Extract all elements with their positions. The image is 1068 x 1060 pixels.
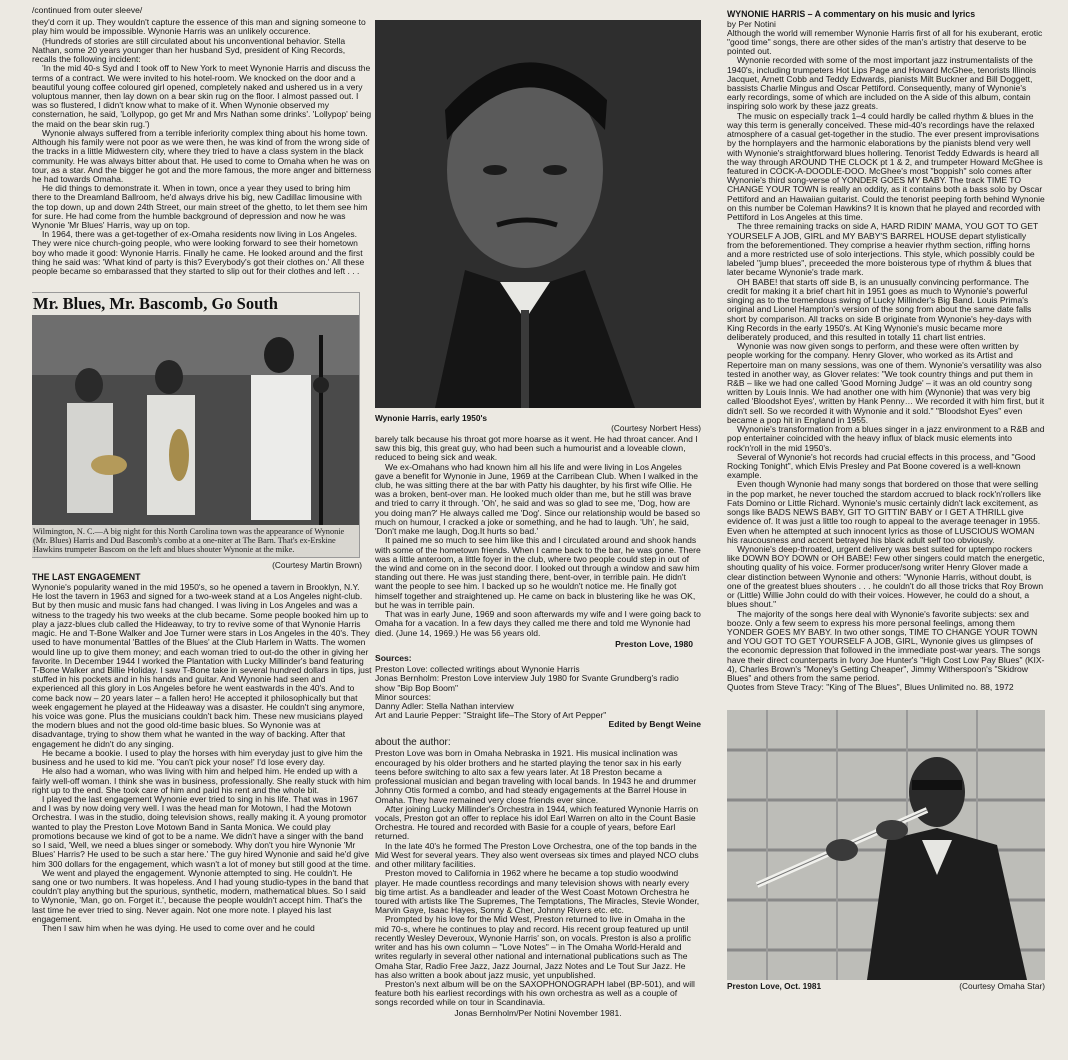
paragraph: It pained me so much to see him like this and I circulated around and shook hands with some of the hometown friends. When I came back to the bar, he was gone. There was a little anteroom, a little foyer in the club, where two people could step in out of the wind and come on in the second door. I looked out through a window and saw him standing out there. He was just standing there, bent-over, in terrible pain. He didn't want the people to see him. I backed up so he wouldn't notice me. He finally got himself together and straightened up. He came on back in blustering like he was OK, but he was in terrible pain. (375, 535, 701, 610)
paragraph: (Hundreds of stories are still circulated about his unconventional behavior. Stella Nathan, some 20 years younger than her husband Syd, president of King Records, recalls the following incident: (32, 35, 346, 65)
paragraph: Wynonie's transformation from a blues singer in a jazz environment to a R&B and pop entertainer coincided with the heavy influx of black music elements into rock'n'roll in the mid 1950's. (727, 424, 1045, 453)
article-heading: WYNONIE HARRIS – A commentary on his music and lyrics (727, 9, 976, 19)
article-byline: by Per Notini (727, 18, 776, 29)
source-item: Minor sources: (375, 691, 432, 702)
clipping-headline: Mr. Blues, Mr. Bascomb, Go South (32, 293, 359, 315)
paragraph: Wynonie's deep-throated, urgent delivery was best suited for uptempo rockers like DOWN BOY DOWN or OH BABE! Few other singers could match the energetic, shouting quality of his voice. Former producer/song writer Henry Glover made a clear distinction between Wynonie and others: "Wynonie Harris, without doubt, is one of the greatest blues shouters . . . he couldn't do all those tricks that Roy Brown or (Little) Willie John could do with their voices. However, he could do a shout, a blues shout." (727, 543, 1045, 610)
portrait-photo-image (375, 20, 701, 408)
paragraph: Prompted by his love for the Mid West, Preston returned to live in Omaha in the mid 70-s, where he continues to play and record. His recent group featured up until recently Wesley Deveroux, Wynonie Harris' son, on vocals. Preston is also a prolific writer and has his own column – "Love Notes" – in The Omaha World-Herald and writes regularly in several other national and international publications such as The Omaha Star, Radio Free Jazz, Jazz Journal, Jazz Notes and Le Tout Sur Jazz. He has also written a book about jazz music, yet unpublished. (375, 914, 691, 980)
editor-credit: Edited by Bengt Weine (608, 719, 701, 730)
sources-heading: Sources: (375, 652, 412, 663)
paragraph: The majority of the songs here deal with Wynonie's favorite subjects: sex and booze. Only a few seem to express his more personal feelings, among them YONDER GOES MY BABY. In two other songs, TIME TO CHANGE YOUR TOWN and YOU GOT TO GET YOURSELF A JOB, GIRL, Wynonie gives us glimpses of the economic depression that followed in the immediate post-war years. The songs have their direct counterparts in Ivory Joe Hunter's "High Cost Low Pay Blues" (KIX-4), Charles Brown's "Money's Getting Cheaper", Jimmy Witherspoon's "Skidrow Blues" and others from the same period. (727, 608, 1045, 684)
paragraph: Preston moved to California in 1962 where he became a top studio woodwind player. He made countless recordings and many television shows with nearly every big time artist. As a bandleader and leader of the West Coast Motown Orchestra he toured with artists like The Supremes, The Temptations, The Miracles, Stevie Wonder, Marvin Gaye, Isaac Hayes, Sonny & Cher, Johnny Rivers etc. etc. (375, 868, 700, 916)
paragraph: Wynonie was now given songs to perform, and these were often written by people working for the company. Henry Glover, who worked as its Artist and Repertoire man on many sessions, was one of them. Wynonie's versatility was also tested in another way, as Glover relates: "We took country things and put them in R&B – like we had one called 'Good Morning Judge' – it was an old country song written by Louis Innis. We had another one with him (Wynonie) that was very big called 'Bloodshot Eyes', written by Hank Penny… We recorded it with him first, but it didn't sell. So we recorded it with Wynonie and it sold." "Bloodshot Eyes" even became a pop hit in England in 1955. (727, 341, 1045, 425)
paragraph: In 1964, there was a get-together of ex-Omaha residents now living in Los Angeles. They were nice church-going people, who were looking forward to see their hometown boy who made it good: Wynonie Harris. Finally he came. He looked around and the first thing he said was: 'What kind of party is this? Everybody's got their clothes on.' All these people became so embarassed that they started to slip out for their clothes and left . . . (32, 229, 365, 277)
column-left (32, 6, 372, 1056)
paragraph: The three remaining tracks on side A, HARD RIDIN' MAMA, YOU GOT TO GET YOURSELF A JOB, GIRL and MY BABY'S BARREL HOUSE depart stylistically from the beforementioned. They comprise a heavier rhythm section, riffing horns and a more restricted use of solo interjections. This style, which possibly could be labeled "jump blues", preceeded the more boisterous type of rhythm & blues that later became Wynonie's trade mark. (727, 221, 1039, 278)
paragraph: That was in early June, 1969 and soon afterwards my wife and I were going back to Omaha for a vacation. In a few days they called me there and told me Wynonie had died. (June 14, 1969.) He was 56 years old. (375, 609, 701, 638)
column-right (727, 6, 1045, 1056)
continued-note: /continued from outer sleeve/ (32, 6, 143, 15)
paragraph: He did things to demonstrate it. When in town, once a year they used to bring him there to the Dreamland Ballroom, he'd always drive his big, new Cadillac limousine with the top down, up and down 24th Street, our main street of the ghetto, to let them see him for sure. He had come from the humble background of depression and now he was Wynonie 'Mr Blues' Harris, way up on top. (32, 183, 368, 231)
paragraph: He also had a woman, who was living with him and helped him. He ended up with a fairly well-off woman. I think she was in business, professionally. She really stuck with him right up to the end. She took care of him and paid his rent and the whole bit. (32, 766, 371, 795)
paragraph: barely talk because his throat got more hoarse as it went. He had throat cancer. And I saw this big, this great guy, who had been such a humourist and a loveable clown, reduced to being sick and weak. (375, 433, 698, 463)
flute-caption-row (727, 982, 1045, 991)
paragraph: We went and played the engagement. Wynonie attempted to sing. He couldn't. He sang one or two numbers. It was hopeless. And I had young studio-types in the band that couldn't play anything but the spurious, synthetic, modern, mathematical blues. So I said to Wynonie, 'Man, go on. Forget it.', because the people wouldn't accept him. That's the last time he ever tried to sing. Never again. Not one more note. I played his last engagement. (32, 867, 369, 924)
paragraph: Preston's next album will be on the SAXOPHONOGRAPH label (BP-501), and will feature both his earliest recordings with his own orchestra as well as a couple of songs recorded while on tour in Scandinavia. (375, 978, 695, 1008)
newspaper-clipping (32, 292, 360, 557)
paragraph: OH BABE! that starts off side B, is an unusually convincing performance. The credit for making it a brief chart hit in 1951 goes as much to Wynonie's powerful singing as to the tremendous swing of Lucky Millinder's Big Band. Louis Prima's original and Lionel Hampton's version of the song from about the same date falls short by comparison. All tracks on side B originate from Wynonie's hey-days with King Records in the early 1950's. At King Wynonie's music became more deliberately produced, and this resulted in totally 11 chart list entries. (727, 276, 1032, 342)
source-item: Danny Adler: Stella Nathan interview (375, 701, 514, 712)
paragraph: Then I saw him when he was dying. He used to come over and he could (42, 923, 315, 934)
photo-credit: (Courtesy Omaha Star) (959, 981, 1045, 992)
flute-photo (727, 710, 1045, 980)
source-item: Jonas Bernholm: Preston Love interview July 1980 for Svante Grundberg's radio show "Bip Bop Boom" (375, 673, 679, 693)
paragraph: 'In the mid 40-s Syd and I took off to New York to meet Wynonie Harris and discuss the terms of a contract. We were invited to his hotel-room. We knocked on the door and a beautiful young coffee coloured girl opened, completely naked and ushered us in a very voluptous manner, then lay down on a bear skin rug on the floor. I almost passed out. I was so flustered, I didn't know what to make of it. When Wynonie observed my consternation, he said, 'Lollypop, go get Mr and Mrs Nathan some drinks'. 'Lollypop' being the maid on the bear skin rug.') (32, 63, 372, 129)
paragraph: Several of Wynonie's hot records had crucial effects in this process, and "Good Rocking Tonight", which Elvis Presley and Pat Boone covered is a well-known example. (727, 451, 1036, 481)
paragraph: Wynonie recorded with some of the most important jazz instrumentalists of the 1940's, including trumpeters Hot Lips Page and Howard McGhee, tenorists Illinois Jacquet, Arnett Cobb and Teddy Edwards, pianists Milt Buckner and Bill Doggett, bassists Charlie Mingus and Oscar Pettiford. Consequently, many of Wynonie's early recordings, some of which are included on the A side of this album, contain inspiring solo work by these jazz greats. (727, 55, 1037, 112)
paragraph: The music on especially track 1–4 could hardly be called rhythm & blues in the way this term is generally conceived. These mid-40's recordings have the relaxed atmosphere of a casual get-together in the studio. The ever present improvisations by the hornplayers and the harmonic elaborations by the pianists blend very well with Wynonie's straightforward blues hollering. Tenorist Teddy Edwards is heard all the way through AROUND THE CLOCK pt 1 & 2, and trumpeter Howard McGhee is featured in COCK-A-DOODLE-DOO. McGhee's most "boppish" solo comes after Wynonie's third song-verse of YONDER GOES MY BABY. The track TIME TO CHANGE YOUR TOWN is really an oddity, as it contains both a bass solo by Oscar Pettiford and an Hawaiian guitarist. Could the tenorist peeping forth behind Wynonie on this number be Coleman Hawkins? It is known that he played and recorded with Pettiford in Los Angeles at this time. (727, 110, 1045, 223)
source-item: Preston Love: collected writings about Wynonie Harris (375, 664, 580, 675)
paragraph: they'd corn it up. They wouldn't capture the essence of this man and signing someone to play him would be impossible. Wynonie Harris was an unlikely occurence. (32, 17, 366, 37)
photo-credit: (Courtesy Norbert Hess) (611, 422, 701, 433)
paragraph: Even though Wynonie had many songs that bordered on those that were selling in the pop market, he never touched the stardom accrued to black rock'n'rollers like Fats Domino or Little Richard. Wynonie's music certainly didn't lack excitement, as songs like BADS NEWS BABY, GIT TO GITTIN' BABY or I GET A THRILL give evidence of. It was just a little too rough to appeal to the average teenager in 1955. Even when he attempted at such innocent lyrics as those of LUSCIOUS WOMAN his raucousness and accent betrayed his black adult self too obviously. (727, 479, 1041, 545)
photo-credit: (Courtesy Martin Brown) (272, 559, 362, 570)
band-photo (32, 315, 359, 525)
column-middle (375, 6, 701, 1056)
portrait-caption-row (375, 414, 701, 423)
portrait-caption: Wynonie Harris, early 1950's (375, 413, 488, 423)
paragraph: In the late 40's he formed The Preston Love Orchestra, one of the top bands in the Mid West for several years. They also went overseas six times and played NCO clubs and other military facilities. (375, 840, 699, 870)
author-signature: Preston Love, 1980 (615, 638, 693, 649)
flute-caption: Preston Love, Oct. 1981 (727, 981, 822, 992)
sources (375, 654, 701, 730)
paragraph: He became a bookie. I used to play the horses with him everyday just to give him the business and he used to kid me. 'You can't pick your nose!' I'd lose every day. (32, 747, 363, 768)
band-photo-image (32, 315, 359, 525)
source-item: Art and Laurie Pepper: "Straight life–The Story of Art Pepper" (375, 710, 607, 721)
paragraph: We ex-Omahans who had known him all his life and were living in Los Angeles gave a benefit for Wynonie in June, 1969 at the Carribean Club. When I walked in the club, he was sitting there at the bar with Patty his daughter, by his first wife Ollie. He was a broken, bent-over man. He looked much older than me, but he still was brave and tried to carry it through. 'Oh', he said and was so glad to see me, 'Dog, how are you doing man?' He always called me 'Dog'. Since our relationship would be based so much on humour, I cracked a joke or something, and he had to laugh. 'Uh', he said, 'Don't make me laugh, Dog.It hurts so bad.' (375, 461, 701, 537)
byline: Jonas Bernholm/Per Notini November 1981. (454, 1007, 622, 1018)
paragraph: I played the last engagement Wynonie ever tried to sing in his life. That was in 1967 and I was by now doing very well. I was the head man for Motown, I had the Motown Orchestra. I was in the studio, doing television shows, really making it. A young promotor wanted to play the Preston Love Motown Band in Santa Monica. We could play promotions because we kind of got to be a name. We didn't have a singer with the band so I said, 'Well, we need a blues singer or somebody. Why don't you hire Wynonie 'Mr Blues' Harris? He used to be such a star here.' The guy hired Wynonie and said he'd give him 300 dollars for the engagement, which wasn't a lot of money but still good at the time. (32, 794, 371, 869)
clipping-caption: Wilmington, N. C.—A big night for this North Carolina town was the appearance of Wynonie (Mr. Blues) Harris and Dud Bascomb's combo at a one-niter at The Barn. That's ex-Erskine Hawkins trumpeter Bascom on the left and blues shouter Wynonie at the mike. (32, 525, 359, 556)
portrait-photo (375, 20, 701, 408)
paragraph: After joining Lucky Millinder's Orchestra in 1944, which featured Wynonie Harris on vocals, Preston got an offer to replace his idol Earl Warren on alto in the Count Basie Orchestra. He toured and recorded with Basie for a couple of years, before Earl returned. (375, 803, 699, 842)
paragraph: Wynonie's popularity waned in the mid 1950's, so he opened a tavern in Brooklyn, N.Y. He lost the tavern in 1963 and signed for a two-week stand at a Los Angeles night-club. But by then music and music fans had changed. I was living in Los Angeles and was a witness to the tragedy his two weeks at the club became. Some people booked him up to play a jazz-blues club called the Hideaway, to try to revive some of that Wynonie Harris magic. He and T-Bone Walker and Joe Turner were stars in Los Angeles in the 40's. They used to have monumental 'Battles of the Blues' at the Club Harlem in Watts. The women would line up to give them money; and each woman tried to out-do the other in giving her favorite. In December 1944 I worked the Plantation with Lucky Millinder's band featuring T-Bone Walker and Billie Holiday. I saw T-Bone take in several hundred dollars in tips, just stuffed in his pockets and in his hands and guitar. And Wynonie had seen and experienced all this glory in Los Angeles before he went eastwards in the 40's. And to come back now – 20 years later – a fallen hero! He accepted it philosophically but that week engagement he played at the Hideaway was a disaster. He couldn't sing anymore, his voice was gone. Plus the musicians couldn't back him. These new musicians played the modern blues and not the good old-time basic blues. So Wynonie was at disadvantage, trying to show them what he wanted in the way of backing. After that engagement he didn't do any singing. (32, 581, 372, 749)
author-heading: about the author: (375, 736, 451, 748)
flute-photo-image (727, 710, 1045, 980)
quote-source: Quotes from Steve Tracy: "King of The Blues", Blues Unlimited no. 88, 1972 (727, 682, 1014, 693)
paragraph: Preston Love was born in Omaha Nebraska in 1921. His musical inclination was encouraged by his older brothers and he started playing the tenor sax in his early teens before switching to alto sax a few years later. At 18 Preston became a professional musician and began traveling with local bands. In 1943 he and drummer Johnny Otis formed a combo, and had steady engagements at the Barrel House in Omaha. They have remained very close friends ever since. (375, 748, 697, 805)
paragraph: Although the world will remember Wynonie Harris first of all for his exuberant, erotic "good time" songs, there are other sides of the man's artistry that deserve to be pointed out. (727, 27, 1043, 57)
section-heading: THE LAST ENGAGEMENT (32, 572, 141, 583)
paragraph: Wynonie always suffered from a terrible inferiority complex thing about his home town. Although his family were not poor as we were then, he was kind of from the wrong side of the tracks in a little Midwestern city, where they tried to have a class system in the black community. He was always bitter about that. He used to come to Omaha when he was on tour, as a star. And the bigger he got and the more famous, the more anger and bitterness he had towards Omaha. (32, 127, 372, 184)
